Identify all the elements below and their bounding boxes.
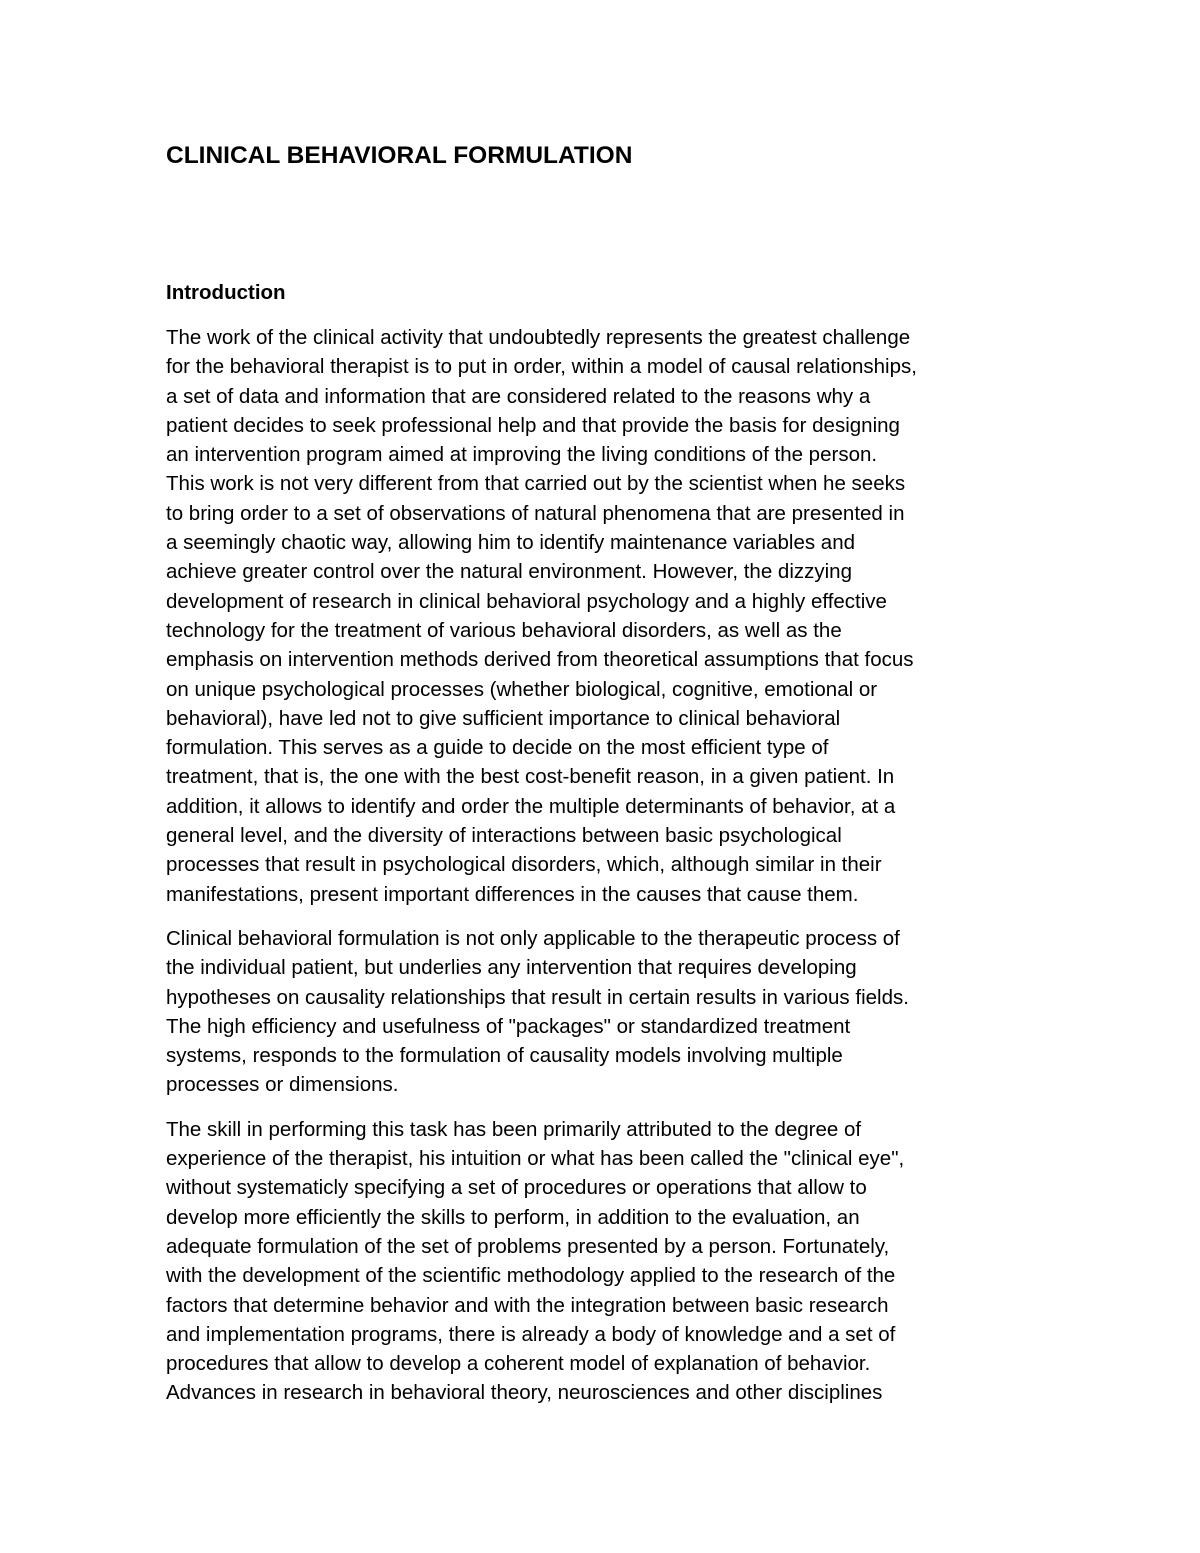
document-title: CLINICAL BEHAVIORAL FORMULATION xyxy=(166,142,633,169)
text-line: the individual patient, but underlies any intervention that requires developing xyxy=(166,956,857,980)
text-line: to bring order to a set of observations of natural phenomena that are presented in xyxy=(166,501,905,525)
text-line: formulation. This serves as a guide to decide on the most efficient type of xyxy=(166,736,829,760)
text-line: develop more efficiently the skills to perform, in addition to the evaluation, an xyxy=(166,1205,860,1229)
text-line: development of research in clinical behavioral psychology and a highly effective xyxy=(166,589,887,613)
text-line: a seemingly chaotic way, allowing him to identify maintenance variables and xyxy=(166,531,856,555)
text-line: patient decides to seek professional help and that provide the basis for designing xyxy=(166,413,900,437)
section-heading-introduction: Introduction xyxy=(166,281,286,304)
text-line: processes or dimensions. xyxy=(166,1073,399,1097)
text-line: addition, it allows to identify and order the multiple determinants of behavior, at a xyxy=(166,794,896,818)
text-line: hypotheses on causality relationships that result in certain results in various fields. xyxy=(166,985,909,1009)
text-line: for the behavioral therapist is to put in order, within a model of causal relationships, xyxy=(166,355,917,379)
text-line: behavioral), have led not to give sufficient importance to clinical behavioral xyxy=(166,706,841,730)
text-line: The skill in performing this task has been primarily attributed to the degree of xyxy=(166,1117,862,1141)
text-line: Clinical behavioral formulation is not only applicable to the therapeutic process of xyxy=(166,926,900,950)
text-line: manifestations, present important differences in the causes that cause them. xyxy=(166,882,859,906)
paragraph xyxy=(166,924,1046,1100)
paragraph xyxy=(166,323,1046,909)
text-line: experience of the therapist, his intuition or what has been called the "clinical eye", xyxy=(166,1147,905,1171)
text-line: general level, and the diversity of interactions between basic psychological xyxy=(166,824,842,848)
text-line: treatment, that is, the one with the best cost-benefit reason, in a given patient. In xyxy=(166,765,895,789)
text-line: The work of the clinical activity that undoubtedly represents the greatest challenge xyxy=(166,326,911,349)
text-line: on unique psychological processes (whether biological, cognitive, emotional or xyxy=(166,677,878,701)
text-line: a set of data and information that are considered related to the reasons why a xyxy=(166,384,871,408)
text-line: Advances in research in behavioral theory, neurosciences and other disciplines xyxy=(166,1381,883,1405)
text-line: without systematicly specifying a set of procedures or operations that allow to xyxy=(166,1176,867,1200)
paragraph xyxy=(166,1115,1046,1408)
text-line: processes that result in psychological disorders, which, although similar in their xyxy=(166,853,882,877)
document-body xyxy=(166,323,1046,1423)
text-line: adequate formulation of the set of problems presented by a person. Fortunately, xyxy=(166,1234,890,1258)
text-line: with the development of the scientific methodology applied to the research of the xyxy=(166,1264,896,1288)
text-line: emphasis on intervention methods derived from theoretical assumptions that focus xyxy=(166,648,914,672)
text-line: achieve greater control over the natural environment. However, the dizzying xyxy=(166,560,852,584)
text-line: procedures that allow to develop a coherent model of explanation of behavior. xyxy=(166,1352,871,1376)
text-line: This work is not very different from that carried out by the scientist when he seeks xyxy=(166,472,906,496)
text-line: technology for the treatment of various behavioral disorders, as well as the xyxy=(166,618,842,642)
text-line: an intervention program aimed at improving the living conditions of the person. xyxy=(166,443,878,467)
text-line: factors that determine behavior and with the integration between basic research xyxy=(166,1293,889,1317)
text-line: and implementation programs, there is already a body of knowledge and a set of xyxy=(166,1322,896,1346)
text-line: The high efficiency and usefulness of "packages" or standardized treatment xyxy=(166,1014,851,1038)
text-line: systems, responds to the formulation of causality models involving multiple xyxy=(166,1044,843,1068)
